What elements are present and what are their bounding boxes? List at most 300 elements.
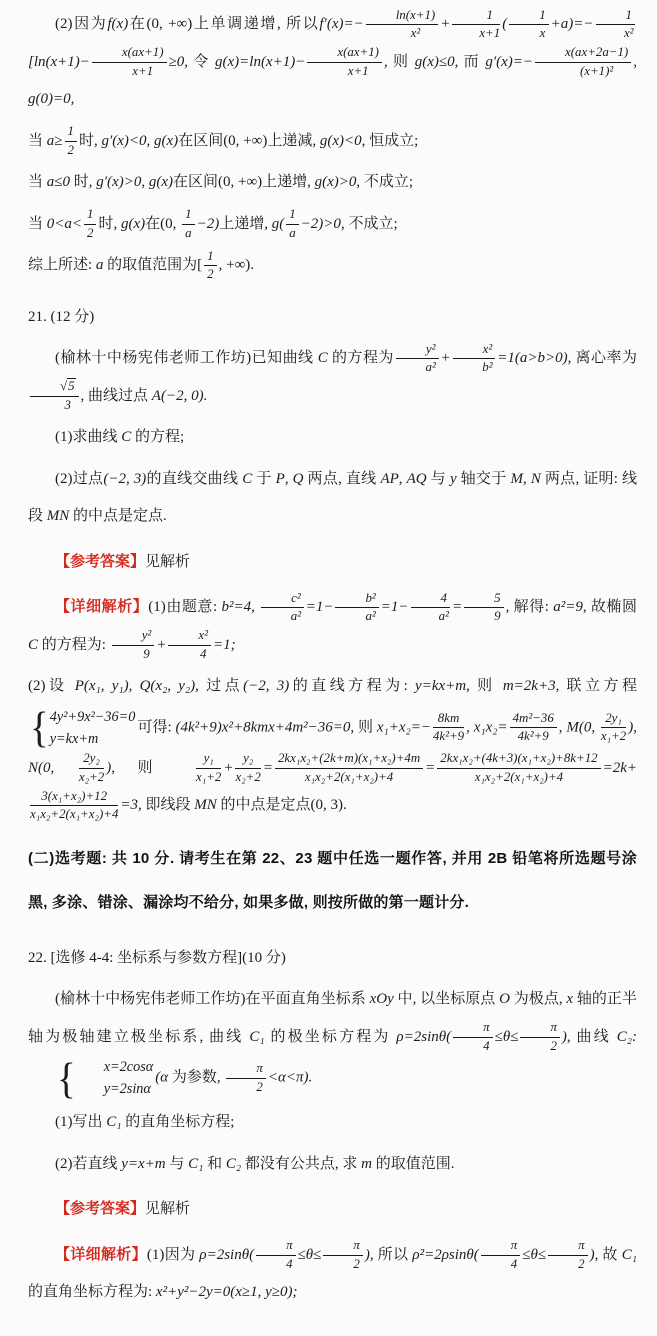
fraction-denominator: 9 <box>494 609 501 624</box>
text-run: 当 <box>28 215 47 232</box>
radical-icon: √ <box>60 379 68 394</box>
q22-part2 <box>28 1146 637 1184</box>
fraction <box>30 789 118 823</box>
fraction-denominator: 3 <box>64 397 71 412</box>
fraction-numerator: 2y₁ <box>601 711 626 728</box>
text-run: (1)因为 <box>146 1246 200 1263</box>
fraction-numerator: π <box>548 1238 587 1255</box>
fraction-numerator: π <box>481 1238 520 1255</box>
math-run: Q(x₂, y₂) <box>139 678 196 694</box>
fraction-numerator: 4m²−36 <box>510 711 557 728</box>
fraction <box>196 751 221 785</box>
math-run: ) <box>364 1246 370 1263</box>
math-run: C₁ <box>106 1114 122 1131</box>
text-run: 21. (12 分) <box>28 308 95 325</box>
fraction <box>437 751 600 785</box>
fraction-numerator: y₂ <box>235 751 260 768</box>
math-run: ≥0 <box>168 53 185 70</box>
math-run: ρ²=2ρsinθ( <box>412 1246 479 1263</box>
text-run: , 离心率为 <box>567 350 637 366</box>
fraction-numerator: 4 <box>411 591 450 608</box>
text-run: 的直角坐标方程; <box>121 1114 235 1131</box>
fraction <box>601 711 626 745</box>
notice-text: (二)选考题: 共 10 分. 请考生在第 22、23 题中任选一题作答, 并用 2B 铅笔将所选题号涂黑, 多涂、错涂、漏涂均不给分, 如果多做, 则按所做的第一题计分. <box>28 849 637 912</box>
fraction-numerator: 5 <box>464 591 503 608</box>
text-run: 的方程; <box>131 429 185 445</box>
text-run: (榆林十中杨宪伟老师工作坊)已知曲线 <box>55 350 318 366</box>
fraction-denominator: 2 <box>550 1038 557 1053</box>
text-run: 综上所述: <box>28 257 96 273</box>
fraction <box>596 8 635 42</box>
equation-system <box>30 703 136 752</box>
text-run: , <box>141 174 149 190</box>
math-run: A(−2, 0). <box>151 387 208 404</box>
text-run: 和 <box>203 1155 226 1172</box>
math-run: b²=4 <box>221 599 252 615</box>
fraction <box>481 1238 520 1272</box>
system-rows <box>77 1056 154 1100</box>
fraction-denominator: 2 <box>353 1256 360 1271</box>
math-run: O <box>499 991 510 1008</box>
text-run: 的直角坐标方程为: <box>28 1284 156 1301</box>
text-run: 两点, 证明: 线段 <box>28 470 637 524</box>
math-run: ) <box>589 1246 595 1263</box>
fraction <box>226 1061 265 1095</box>
math-run: m=2k+3 <box>502 678 556 694</box>
fraction-denominator: b² <box>482 360 493 375</box>
fraction-denominator: 2 <box>67 142 74 157</box>
math-run: N <box>530 470 541 487</box>
math-run: =3 <box>120 797 139 814</box>
text-run: , <box>128 678 140 694</box>
math-run: g′(x)<0 <box>101 132 147 149</box>
text-run: , 则 <box>466 678 503 694</box>
text-run: 的直线交曲线 <box>146 470 243 487</box>
text-run: (1)由题意: <box>148 599 222 615</box>
math-run: (−2, 3) <box>243 678 290 694</box>
text-run: , 令 <box>184 53 215 70</box>
math-run: +a)=− <box>550 16 594 32</box>
math-run: + <box>440 350 451 366</box>
fraction-denominator: x+1 <box>479 26 501 41</box>
fraction <box>204 249 216 283</box>
fraction-numerator: y₁ <box>196 751 221 768</box>
fraction-numerator: 2y₂ <box>79 751 104 768</box>
fraction <box>396 342 439 376</box>
math-run: =1− <box>305 599 334 615</box>
fraction-numerator: y² <box>396 342 439 359</box>
fraction-denominator: x₁+2 <box>600 729 627 744</box>
fraction-denominator: 4k²+9 <box>432 729 465 744</box>
fraction <box>452 8 500 42</box>
q22-heading <box>28 940 637 978</box>
left-brace-icon: { <box>57 1054 76 1103</box>
fraction-denominator: 2 <box>256 1079 263 1094</box>
fraction <box>453 1020 492 1054</box>
q21-reference-answer <box>28 544 637 582</box>
math-run: g′(x)=− <box>485 53 534 70</box>
text-run: (2)设 <box>28 678 75 694</box>
q22-statement <box>28 981 637 1103</box>
fraction <box>168 628 211 662</box>
answer-label: 【参考答案】 <box>55 553 146 570</box>
math-run: g(x)≤0 <box>414 53 455 70</box>
math-run: + <box>156 636 167 653</box>
fraction <box>256 1238 295 1272</box>
fraction-numerator: 1 <box>84 207 96 224</box>
text-run: , 而 <box>454 53 486 70</box>
text-run: 时, <box>70 174 97 190</box>
math-run: ≤θ≤ <box>297 1246 322 1263</box>
fraction-denominator: x+1 <box>132 63 154 78</box>
sol20-conclusion <box>28 247 637 285</box>
text-run: 与 <box>165 1155 189 1172</box>
math-run: AP <box>380 470 399 487</box>
fraction-numerator: x(ax+2a−1) <box>535 45 631 62</box>
text-run: , <box>146 132 155 149</box>
elective-notice <box>28 837 637 926</box>
q21-heading <box>28 299 637 337</box>
text-run: , <box>284 470 293 487</box>
math-run: g(x)<0 <box>319 132 362 149</box>
fraction-numerator: 1 <box>452 8 500 25</box>
text-run: , 曲线过点 <box>80 387 152 404</box>
fraction <box>510 711 557 745</box>
text-run: , <box>523 470 531 487</box>
sqrt-expression <box>60 378 76 393</box>
fraction-denominator: a² <box>425 360 436 375</box>
text-run: 两点, 直线 <box>303 470 381 487</box>
fraction-numerator: 1 <box>286 207 298 224</box>
text-run: (1)写出 <box>55 1114 107 1131</box>
fraction-numerator: 1 <box>509 8 548 25</box>
fraction-numerator: 3(x₁+x₂)+12 <box>30 789 118 806</box>
math-run: g(x) <box>120 215 146 232</box>
math-run: g(x)=ln(x+1)− <box>215 53 306 70</box>
left-brace-icon: { <box>30 703 49 752</box>
q21-statement <box>28 340 637 415</box>
fraction-numerator: 1 <box>204 249 216 266</box>
q21-part2 <box>28 461 637 536</box>
text-run: , 则 <box>383 53 415 70</box>
system-row: y=kx+m <box>49 730 99 747</box>
fraction <box>275 751 423 785</box>
math-run: C₁ <box>621 1246 637 1263</box>
fraction <box>323 1238 362 1272</box>
fraction-numerator: π <box>520 1020 559 1037</box>
text-run: , 则 <box>111 759 194 776</box>
text-run: 于 <box>252 470 276 487</box>
math-run: x₁+x₂=− <box>376 719 431 736</box>
fraction <box>65 124 77 158</box>
math-run: + <box>440 16 451 32</box>
fraction-denominator: a² <box>290 609 302 624</box>
math-run: <α<π). <box>267 1069 313 1086</box>
text-run: 的方程为 <box>327 350 394 366</box>
math-run: C <box>242 470 253 487</box>
fraction-numerator: 1 <box>65 124 77 141</box>
fraction <box>335 591 378 625</box>
radicand: 5 <box>68 379 75 394</box>
math-run: f′(x)=− <box>319 16 364 32</box>
text-run: , 恒成立; <box>361 132 419 149</box>
math-run: ρ=2sinθ( <box>199 1246 255 1263</box>
math-run: C₂ <box>225 1155 242 1172</box>
math-run: P <box>275 470 285 487</box>
math-run: = <box>452 599 463 615</box>
fraction-numerator: π <box>226 1061 265 1078</box>
fraction-numerator: x(ax+1) <box>307 45 382 62</box>
text-run: 轴交于 <box>456 470 511 487</box>
answer-label: 【详细解析】 <box>55 1246 147 1263</box>
math-run: x <box>566 991 574 1008</box>
sol20-part2-derivative <box>28 6 637 119</box>
text-run: (2)若直线 <box>55 1155 122 1172</box>
text-run: , <box>251 599 260 615</box>
system-row: y=2sinα <box>103 1081 151 1098</box>
fraction <box>464 591 503 625</box>
fraction-denominator: 4 <box>199 646 207 661</box>
math-run: [ln(x+1)− <box>28 53 90 70</box>
sol20-case2 <box>28 164 637 202</box>
fraction-denominator: x+1 <box>347 63 369 78</box>
fraction <box>261 591 304 625</box>
text-run: 为极点, <box>509 991 567 1008</box>
text-run: 当 <box>28 132 47 149</box>
text-run: 的极坐标方程为 <box>264 1028 397 1045</box>
math-run: g(x) <box>154 132 179 149</box>
text-run: 时, <box>98 215 121 232</box>
math-run: + <box>223 759 234 776</box>
text-run: 与 <box>426 470 450 487</box>
math-run: = <box>262 759 273 776</box>
text-run: , 不成立; <box>356 174 414 190</box>
text-run: 中, 以坐标原点 <box>393 991 500 1008</box>
text-run: 见解析 <box>145 553 191 570</box>
math-run: (α <box>155 1069 169 1086</box>
math-run: M <box>510 470 524 487</box>
text-run: , <box>398 470 407 487</box>
math-run: ≤θ≤ <box>522 1246 547 1263</box>
fraction-denominator: x₂+2 <box>235 769 261 784</box>
fraction-denominator: 9 <box>143 646 150 661</box>
fraction-denominator: x₁x₂+2(x₁+x₂)+4 <box>304 769 394 784</box>
fraction-denominator: 2 <box>87 225 94 240</box>
fraction-denominator: x <box>539 26 546 41</box>
q21-detailed-solution <box>28 589 637 664</box>
text-run: , 故椭圆 <box>582 599 637 615</box>
math-run: ≤θ≤ <box>494 1028 519 1045</box>
fraction <box>286 207 298 241</box>
math-run: −2) <box>196 215 220 232</box>
text-run: , 不成立; <box>340 215 398 232</box>
math-run: g(x)>0 <box>314 174 357 190</box>
text-run: , 曲线 <box>566 1028 617 1045</box>
fraction-numerator: ln(x+1) <box>366 8 438 25</box>
math-run: f(x) <box>107 16 129 32</box>
math-run: C₂: <box>616 1028 637 1045</box>
fraction <box>307 45 382 79</box>
math-run: a≤0 <box>46 174 70 190</box>
math-run: g(0)=0, <box>28 91 75 107</box>
q22-part1 <box>28 1104 637 1142</box>
text-run: , 解得: <box>505 599 554 615</box>
text-run: (榆林十中杨宪伟老师工作坊)在平面直角坐标系 <box>55 991 370 1008</box>
fraction-numerator: c² <box>261 591 304 608</box>
text-run: 在(0, <box>145 215 181 232</box>
fraction-numerator: π <box>323 1238 362 1255</box>
fraction-numerator: 2kx₁x₂+(2k+m)(x₁+x₂)+4m <box>275 751 423 768</box>
fraction <box>235 751 260 785</box>
equation-system <box>30 1054 154 1103</box>
math-run: m <box>361 1155 373 1172</box>
fraction-numerator: b² <box>335 591 378 608</box>
math-run: y=x+m <box>121 1155 166 1172</box>
math-run: P(x₁, y₁) <box>74 678 129 694</box>
math-run: ( <box>502 16 508 32</box>
fraction <box>30 379 79 413</box>
fraction-denominator: 4k²+9 <box>517 729 549 744</box>
fraction-numerator: 2kx₁x₂+(4k+3)(x₁+x₂)+8k+12 <box>437 751 600 768</box>
text-run: 22. [选修 4-4: 坐标系与参数方程](10 分) <box>28 949 286 966</box>
text-run: , 即线段 <box>138 797 195 814</box>
text-run: 在区间(0, +∞)上递增, <box>172 174 315 190</box>
fraction <box>92 45 167 79</box>
fraction-denominator: 4 <box>286 1256 293 1271</box>
math-run: (4k²+9)x²+8kmx+4m²−36=0 <box>175 719 351 736</box>
fraction-numerator: π <box>256 1238 295 1255</box>
fraction <box>433 711 464 745</box>
fraction <box>79 751 104 785</box>
text-run: 时, <box>78 132 102 149</box>
text-run: , <box>633 53 637 70</box>
fraction <box>182 207 194 241</box>
math-run: M(0, <box>566 719 599 736</box>
math-run: C <box>317 350 328 366</box>
fraction-denominator: x₁x₂+2(x₁+x₂)+4 <box>30 807 119 822</box>
text-run: 的直线方程为: <box>289 678 416 694</box>
math-run: x²+y²−2y=0(x≥1, y≥0); <box>155 1284 298 1301</box>
fraction-denominator: 4 <box>483 1038 490 1053</box>
math-run: C <box>121 429 132 445</box>
math-run: ) <box>561 1028 567 1045</box>
system-row: 4y²+9x²−36=0 <box>49 708 136 725</box>
document-body <box>28 6 637 1312</box>
text-run: 的方程为: <box>38 636 110 653</box>
fraction <box>453 342 496 376</box>
text-run: 轴的正半轴为极轴建立极坐标系, 曲线 <box>28 991 637 1045</box>
fraction-denominator: 2 <box>578 1256 585 1271</box>
fraction <box>366 8 438 42</box>
text-run: 在区间(0, +∞)上递减, <box>178 132 320 149</box>
fraction <box>112 628 155 662</box>
math-run: ρ=2sinθ( <box>396 1028 452 1045</box>
text-run: (1)求曲线 <box>55 429 122 445</box>
answer-label: 【参考答案】 <box>55 1201 146 1218</box>
fraction-denominator: x² <box>623 26 634 41</box>
math-run: =1(a>b>0) <box>497 350 568 366</box>
system-row: x=2cosα <box>103 1059 154 1076</box>
math-run: =2k+ <box>602 759 637 776</box>
math-run: MN <box>194 797 217 814</box>
text-run: 为参数, <box>168 1069 225 1086</box>
text-run: 在(0, +∞)上单调递增, 所以 <box>128 16 320 32</box>
math-run: a²=9 <box>553 599 583 615</box>
math-run: g(x) <box>148 174 173 190</box>
fraction-denominator: x₁x₂+2(x₁+x₂)+4 <box>474 769 564 784</box>
math-run: a≥ <box>46 132 63 149</box>
text-run: , 联立方程 <box>555 678 638 694</box>
fraction <box>535 45 631 79</box>
fraction-numerator <box>30 379 79 396</box>
fraction-denominator: a <box>185 225 192 240</box>
text-run: 见解析 <box>145 1201 191 1218</box>
q21-part1 <box>28 419 637 457</box>
q21-solution-part2 <box>28 668 637 825</box>
text-run: , 故 <box>594 1246 622 1263</box>
text-run: 的取值范围. <box>372 1155 455 1172</box>
math-run: =1; <box>213 636 236 653</box>
fraction-denominator: a <box>289 225 296 240</box>
fraction-numerator: x² <box>168 628 211 645</box>
fraction <box>520 1020 559 1054</box>
text-run: 的中点是定点. <box>69 508 167 524</box>
fraction <box>548 1238 587 1272</box>
fraction-denominator: x² <box>410 26 421 41</box>
q22-reference-answer <box>28 1191 637 1229</box>
math-run: ) <box>106 759 112 776</box>
text-run: 都没有公共点, 求 <box>241 1155 362 1172</box>
math-run: , x₁x₂= <box>466 719 508 736</box>
math-run: = <box>425 759 436 776</box>
math-run: g( <box>271 215 285 232</box>
math-run: MN <box>46 508 70 524</box>
fraction-numerator: 8km <box>433 711 464 728</box>
math-run: C₁ <box>188 1155 204 1172</box>
system-rows <box>50 706 136 750</box>
fraction-numerator: x(ax+1) <box>92 45 167 62</box>
math-run: =1− <box>380 599 409 615</box>
fraction-denominator: x₂+2 <box>78 769 105 784</box>
fraction-numerator: π <box>453 1020 492 1037</box>
text-run: 可得: <box>137 719 176 736</box>
text-run: 的中点是定点(0, 3). <box>216 797 347 814</box>
math-run: −2)>0 <box>300 215 341 232</box>
fraction-numerator: x² <box>453 342 496 359</box>
math-run: C₁ <box>249 1028 265 1045</box>
fraction <box>509 8 548 42</box>
fraction-denominator: (x+1)² <box>579 63 614 78</box>
math-run: a <box>95 257 104 273</box>
math-run: y=kx+m <box>415 678 467 694</box>
math-run: xOy <box>369 991 394 1008</box>
fraction-denominator: a² <box>365 609 376 624</box>
text-run: , 过点 <box>195 678 244 694</box>
sol20-case1 <box>28 123 637 161</box>
fraction-denominator: 2 <box>207 267 214 282</box>
text-run: 当 <box>28 174 47 190</box>
fraction-denominator: x₁+2 <box>196 769 222 784</box>
fraction-numerator: y² <box>112 628 155 645</box>
math-run: (−2, 3) <box>103 470 147 487</box>
math-run: g′(x)>0 <box>96 174 142 190</box>
math-run: 0<a< <box>46 215 83 232</box>
text-run: , <box>558 719 567 736</box>
text-run: 的取值范围为[ <box>103 257 203 273</box>
text-run: 上递增, <box>219 215 272 232</box>
text-run: , 则 <box>350 719 377 736</box>
math-run: Q <box>292 470 304 487</box>
